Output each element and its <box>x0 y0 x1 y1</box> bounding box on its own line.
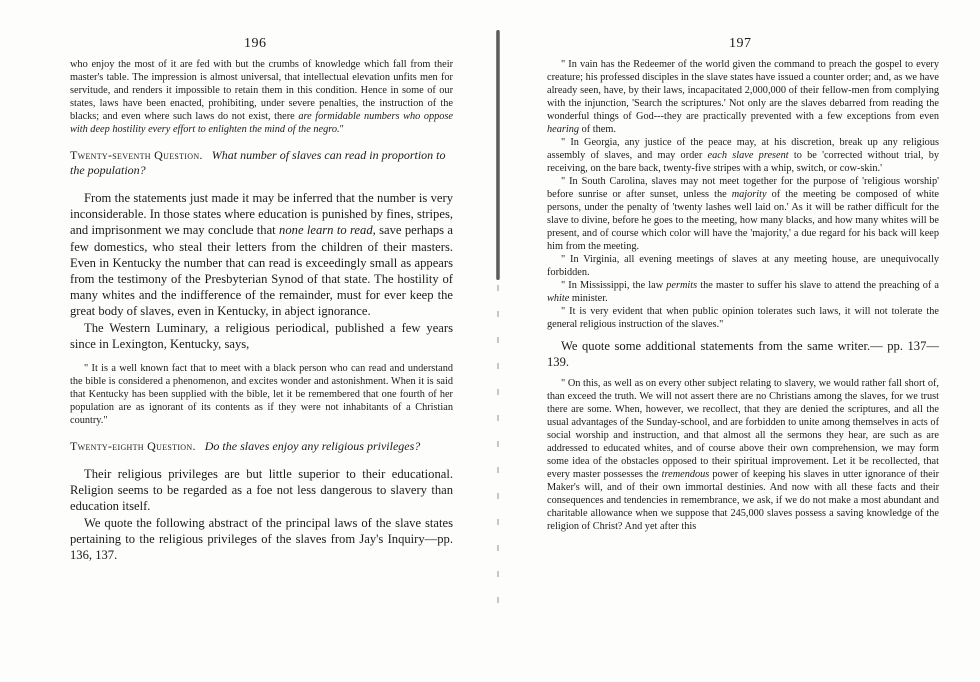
georgia-paragraph: " In Georgia, any justice of the peace may, at his discretion, break up any religious assembly of slaves, and may order each slave present to be 'corrected without trial, by receiving, on the bare back, twenty-five stripes with a whip, switch, or cow-skin.' <box>547 137 939 174</box>
mississippi-paragraph: " In Mississippi, the law permits the master to suffer his slave to attend the preaching of a white minister. <box>547 280 939 304</box>
south-carolina-paragraph: " In South Carolina, slaves may not meet together for the purpose of 'religious worship' before sunrise or after sunset, unless the majority of the meeting be composed of white persons, under the penalty of 'twenty lashes well laid on.' As it will be rather difficult for the slave to divine, before he goes to the meeting, how many blacks, and how many whites will be present, and of course which color will have the 'majority,' a due regard for his back will keep him from the meeting. <box>547 176 940 252</box>
question-28-heading: Twenty-eighth Question. Do the slaves enjoy any religious privileges? <box>70 439 421 454</box>
western-luminary-paragraph: The Western Luminary, a religious periodical, published a few years since in Lexington, Kentucky, says, <box>70 320 453 351</box>
answer-28-paragraph: Their religious privileges are but little superior to their educational. Religion seems to be regarded as a foe not less dangerous to slavery than education itself. <box>70 467 453 514</box>
western-luminary-quote: " It is a well known fact that to meet with a black person who can read and understand the bible is considered a phenomenon, and excites wonder and astonishment. When it is said that Kentucky has been supplied with the bible, let it be remembered that one fourth of her population are as ignorant of its contents as if they were not inhabitants of a Christian country." <box>70 363 453 427</box>
jays-inquiry-intro: We quote the following abstract of the principal laws of the slave states pertaining to the religious privileges of the slaves from Jay's Inquiry—pp. 136, 137. <box>70 515 453 563</box>
page-number-right: 197 <box>729 36 752 51</box>
public-opinion-paragraph: " It is very evident that when public opinion tolerates such laws, it will not tolerate the general religious instruction of the slaves." <box>547 306 939 330</box>
page-number-left: 196 <box>244 36 267 51</box>
redeemer-paragraph: " In vain has the Redeemer of the world given the command to preach the gospel to every creature; his professed disciples in the slave states have issued a counter order; and, as we have already seen, have, by their laws, incapacitated 2,000,000 of their fellow-men from complying with the injunction, 'Search the scriptures.' Not only are the slaves debarred from reading the wonderful things of God---they are practically prevented with a few exceptions from even hearing of them. <box>547 59 940 135</box>
virginia-paragraph: " In Virginia, all evening meetings of slaves at any meeting house, are unequivocally forbidden. <box>547 254 939 278</box>
answer-27-paragraph: From the statements just made it may be inferred that the number is very inconsiderable. In those states where education is punished by fines, stripes, and imprisonment we may conclude that none learn to read, save perhaps a few domestics, who steal their letters from the children of their masters. Even in Kentucky the number that can read is exceedingly small as appears from the testimony of the Presbyterian Synod of that state. The hostility of many whites and the indifference of the remainder, must for ever keep the great body of slaves, even in Kentucky, in abject ignorance. <box>70 191 453 319</box>
opening-paragraph: who enjoy the most of it are fed with but the crumbs of knowledge which fall from their master's table. The impression is almost universal, that intellectual elevation unfits men for servitude, and renders it impossible to retain them in this condition. Hence in some of our states, laws have been enacted, prohibiting, under severe penalties, the instruction of the blacks; and even where such laws do not exist, there are formidable numbers who oppose with deep hostility every effort to enlighten the mind of the negro." <box>70 59 453 135</box>
christians-among-slaves-quote: " On this, as well as on every other subject relating to slavery, we would rather fall short of, than exceed the truth. We will not assert there are no Christians among the slaves, for we trust there are some. When, however, we recollect, that they are denied the scriptures, and all the usual advantages of the Sunday-school, and are forbidden to unite among themselves in acts of social worship and instruction, and that almost all the sermons they hear, are such as are addressed to educated whites, and of course above their own comprehension, we may form some idea of the obstacles opposed to their spiritual improvement. Let it be recollected, that every master possesses the tremendous power of keeping his slaves in utter ignorance of their Maker's will, and of their own immortal destinies. And now with all these facts and their consequences and tendencies in remembrance, we ask, if we do not make a most abundant and charitable allowance when we suppose that 245,000 slaves possess a saving knowledge of the religion of Christ? And yet after this <box>547 378 940 533</box>
right-page <box>495 0 980 682</box>
question-27-heading: Twenty-seventh Question. What number of slaves can read in proportion to the population? <box>70 148 446 177</box>
right-text-column <box>547 58 939 533</box>
left-text-column <box>70 58 453 563</box>
additional-statements-intro: We quote some additional statements from the same writer.— pp. 137—139. <box>547 339 939 370</box>
